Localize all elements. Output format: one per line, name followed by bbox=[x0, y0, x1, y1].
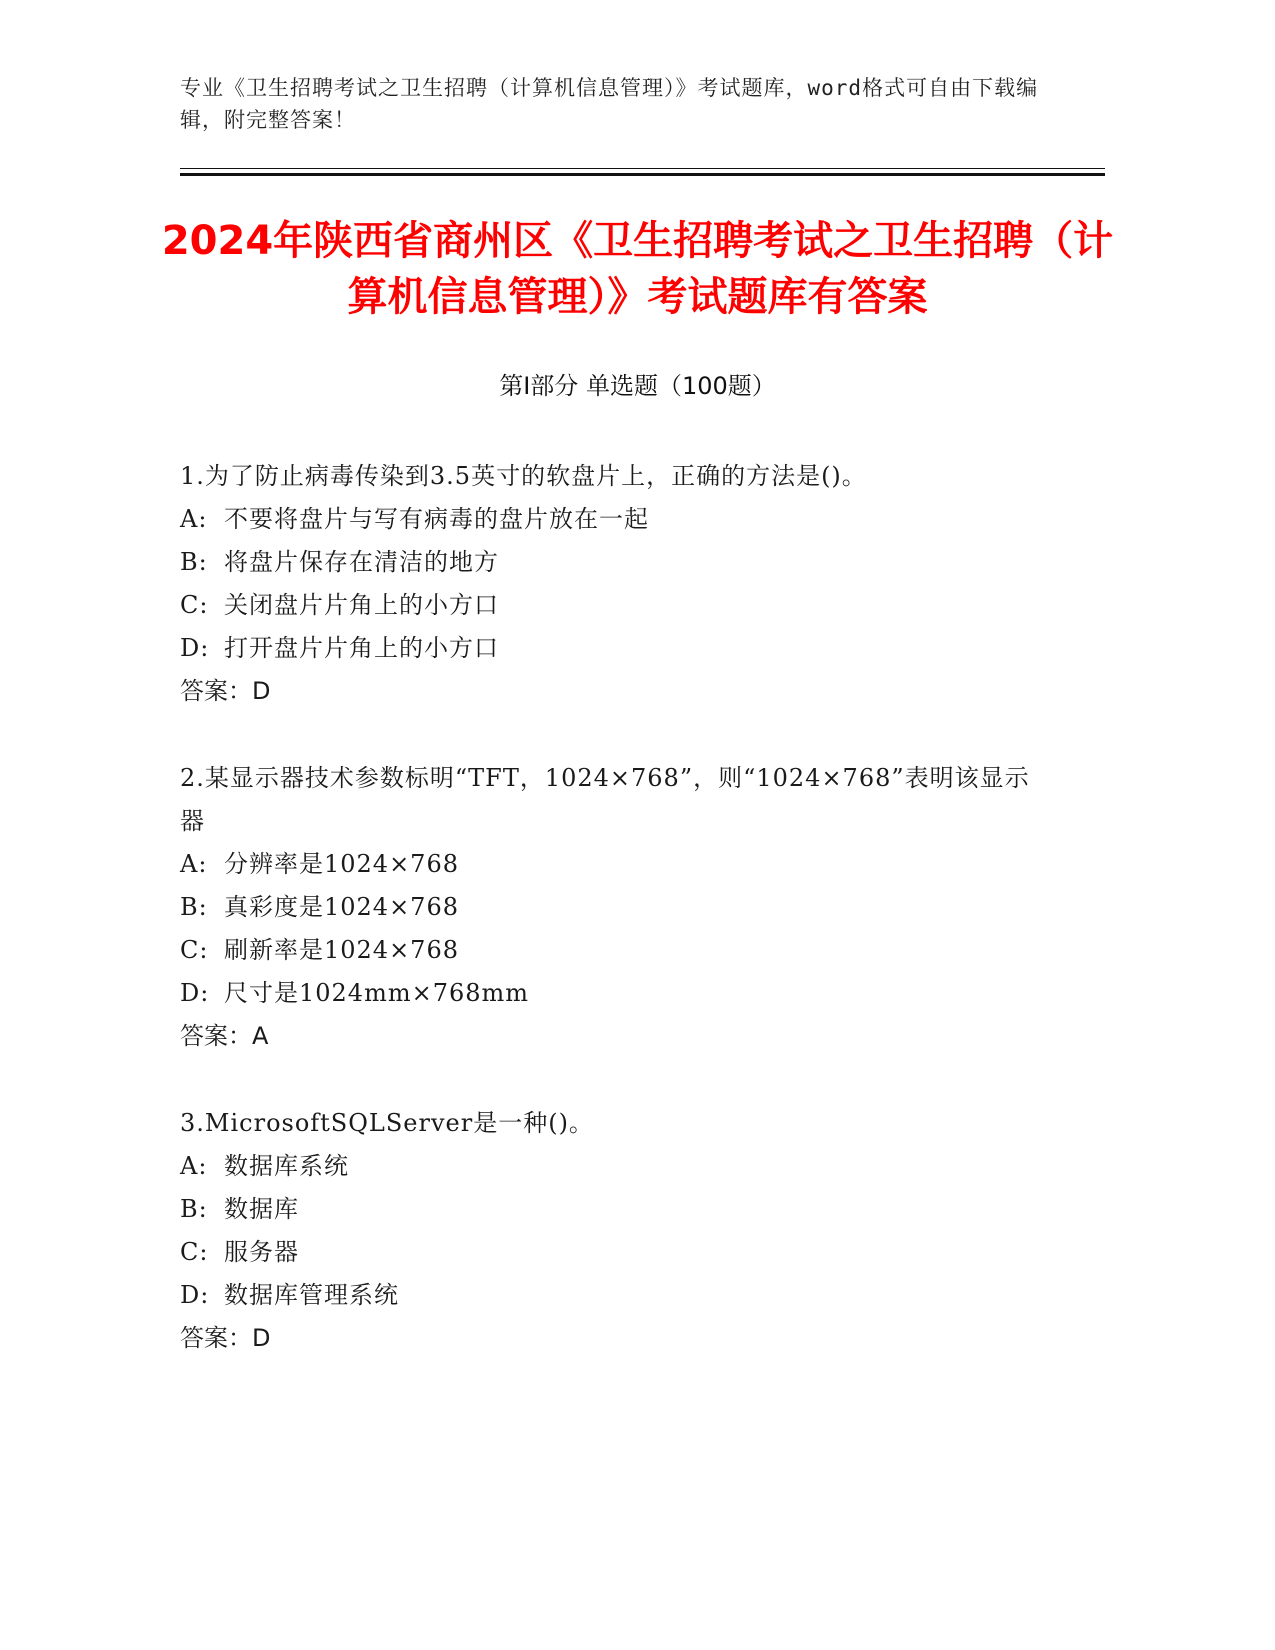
option-text: 将盘片保存在清洁的地方 bbox=[224, 548, 499, 576]
option-d bbox=[180, 1274, 1040, 1317]
answer-label: 答案： bbox=[180, 1324, 252, 1352]
option-text: 服务器 bbox=[224, 1238, 299, 1266]
option-letter: B: bbox=[180, 1195, 208, 1223]
question-3 bbox=[180, 1102, 1040, 1360]
option-text: 不要将盘片与写有病毒的盘片放在一起 bbox=[224, 505, 649, 533]
question-list bbox=[180, 455, 1040, 1404]
option-a bbox=[180, 498, 1040, 541]
document-title: 2024年陕西省商州区《卫生招聘考试之卫生招聘（计算机信息管理）》考试题库有答案 bbox=[161, 218, 1114, 320]
section-heading: 第I部分 单选题（100题） bbox=[499, 372, 776, 400]
option-letter: D: bbox=[180, 634, 210, 662]
option-letter: B: bbox=[180, 548, 208, 576]
answer-line bbox=[180, 1317, 1040, 1360]
option-text: 数据库系统 bbox=[224, 1152, 349, 1180]
option-letter: D: bbox=[180, 979, 210, 1007]
option-letter: C: bbox=[180, 591, 209, 619]
option-letter: B: bbox=[180, 893, 208, 921]
option-c bbox=[180, 929, 1040, 972]
question-stem: 1.为了防止病毒传染到3.5英寸的软盘片上，正确的方法是()。 bbox=[180, 462, 867, 490]
option-text: 尺寸是1024mm×768mm bbox=[224, 979, 530, 1007]
header-divider-thin bbox=[180, 168, 1105, 169]
option-text: 数据库 bbox=[224, 1195, 299, 1223]
question-stem: 3.MicrosoftSQLServer是一种()。 bbox=[180, 1109, 594, 1137]
question-1 bbox=[180, 455, 1040, 713]
answer-line bbox=[180, 670, 1040, 713]
option-c bbox=[180, 1231, 1040, 1274]
option-text: 关闭盘片片角上的小方口 bbox=[224, 591, 499, 619]
answer-label: 答案： bbox=[180, 677, 252, 705]
option-b bbox=[180, 1188, 1040, 1231]
question-2 bbox=[180, 757, 1040, 1058]
option-text: 分辨率是1024×768 bbox=[224, 850, 459, 878]
answer-value: D bbox=[252, 677, 271, 705]
option-text: 真彩度是1024×768 bbox=[224, 893, 459, 921]
answer-label: 答案： bbox=[180, 1022, 252, 1050]
option-b bbox=[180, 886, 1040, 929]
question-stem: 2.某显示器技术参数标明“TFT，1024×768”，则“1024×768”表明该显示器 bbox=[180, 764, 1030, 835]
option-letter: A: bbox=[180, 1152, 208, 1180]
option-c bbox=[180, 584, 1040, 627]
option-text: 刷新率是1024×768 bbox=[224, 936, 459, 964]
answer-value: D bbox=[252, 1324, 271, 1352]
option-letter: D: bbox=[180, 1281, 210, 1309]
option-b bbox=[180, 541, 1040, 584]
option-text: 打开盘片片角上的小方口 bbox=[224, 634, 499, 662]
option-letter: C: bbox=[180, 1238, 209, 1266]
header-divider-thick bbox=[180, 173, 1105, 176]
option-letter: A: bbox=[180, 505, 208, 533]
option-letter: A: bbox=[180, 850, 208, 878]
option-d bbox=[180, 972, 1040, 1015]
answer-value: A bbox=[252, 1022, 269, 1050]
option-letter: C: bbox=[180, 936, 209, 964]
option-a bbox=[180, 843, 1040, 886]
option-d bbox=[180, 627, 1040, 670]
option-a bbox=[180, 1145, 1040, 1188]
answer-line bbox=[180, 1015, 1040, 1058]
option-text: 数据库管理系统 bbox=[224, 1281, 399, 1309]
header-note: 专业《卫生招聘考试之卫生招聘（计算机信息管理）》考试题库，word格式可自由下载编辑，附完整答案！ bbox=[180, 76, 1039, 132]
